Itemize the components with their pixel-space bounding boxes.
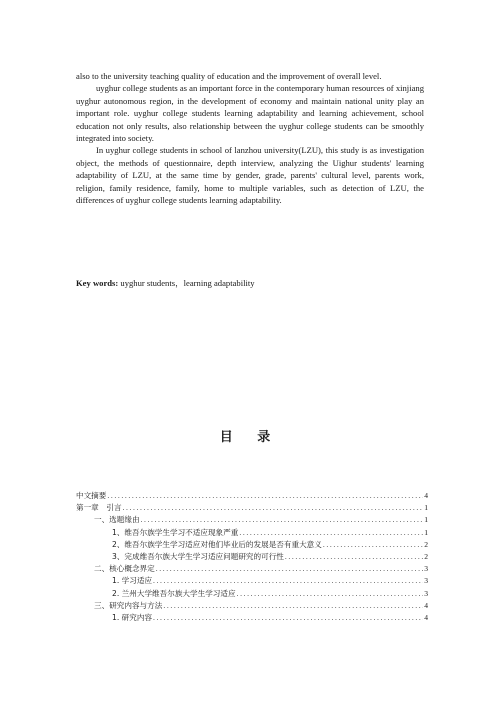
toc-entry-page: 1 [424, 515, 428, 525]
toc-entry-page: 2 [424, 539, 428, 549]
toc-leader-dots [156, 563, 423, 575]
keywords-value: uyghur students，learning adaptability [120, 278, 255, 288]
toc-entry-label: 2、维吾尔族学生学习适应对他们毕业后的发展是否有重大意义 [112, 539, 322, 549]
toc-entry-page: 1 [424, 527, 428, 537]
abstract-text [76, 70, 424, 206]
toc-entry-page: 4 [424, 612, 428, 622]
toc-entry-label: 1、维吾尔族学生学习不适应现象严重 [112, 527, 239, 537]
toc-entry-page: 4 [424, 600, 428, 610]
keywords-line [76, 277, 424, 289]
toc-title: 目 录 [219, 430, 281, 445]
toc-entry[interactable] [76, 539, 428, 551]
toc-leader-dots [285, 551, 423, 563]
toc-entry-label: 一、选题缘由 [94, 515, 140, 525]
toc-leader-dots [141, 514, 424, 526]
toc-entry[interactable] [76, 563, 428, 575]
abstract-paragraph: also to the university teaching quality of education and the improvement of overall level. [76, 71, 382, 81]
toc-entry-page: 3 [424, 576, 428, 586]
toc-entry[interactable] [76, 527, 428, 539]
toc-entry[interactable] [76, 514, 428, 526]
toc-entry-page: 1 [424, 503, 428, 513]
toc-entry[interactable] [76, 551, 428, 563]
toc-entry-page: 2 [424, 551, 428, 561]
toc-leader-dots [107, 490, 423, 502]
toc-leader-dots [153, 575, 423, 587]
toc-entry-label: 1. 学习适应 [112, 576, 153, 586]
table-of-contents [76, 490, 428, 624]
toc-entry-label: 2. 兰州大学维吾尔族大学生学习适应 [112, 588, 236, 598]
toc-entry-label: 3、完成维吾尔族大学生学习适应问题研究的可行性 [112, 551, 284, 561]
toc-entry-page: 3 [424, 588, 428, 598]
toc-entry-label: 1. 研究内容 [112, 612, 153, 622]
toc-entry-label: 第一章 引言 [76, 503, 122, 513]
toc-entry-page: 4 [424, 491, 428, 500]
toc-leader-dots [239, 527, 423, 539]
abstract-paragraph: uyghur college students as an important force in the contemporary human resources of xinjiang uyghur autonomous region, in the development of economy and maintain national unity play an important role. uyghur college students learning adaptability and learning achievement, school education not only results, also relationship between the uyghur college students can be smoothly integrated into society. [76, 83, 424, 144]
keywords-label: Key words: [76, 278, 119, 288]
toc-entry-label: 二、核心概念界定 [94, 564, 155, 574]
toc-entry[interactable] [76, 612, 428, 624]
toc-entry-page: 3 [424, 564, 428, 574]
toc-entry[interactable] [76, 502, 428, 514]
toc-leader-dots [237, 588, 424, 600]
abstract-paragraph: In uyghur college students in school of lanzhou university(LZU), this study is as investigation object, the methods of questionnaire, depth interview, analyzing the Uighur students' learning adaptability of LZU, at the same time by gender, grade, parents' cultural level, parents work, religion, family residence, family, home to multiple variables, such as detection of LZU, the differences of uyghur college students learning adaptability. [76, 145, 424, 206]
toc-entry[interactable] [76, 600, 428, 612]
toc-entry-label: 中文摘要 [76, 491, 107, 500]
toc-leader-dots [123, 502, 424, 514]
toc-entry[interactable] [76, 575, 428, 587]
toc-entry-label: 三、研究内容与方法 [94, 600, 163, 610]
toc-leader-dots [163, 600, 423, 612]
toc-entry[interactable] [76, 490, 428, 502]
toc-entry[interactable] [76, 588, 428, 600]
toc-leader-dots [153, 612, 423, 624]
toc-leader-dots [323, 539, 423, 551]
